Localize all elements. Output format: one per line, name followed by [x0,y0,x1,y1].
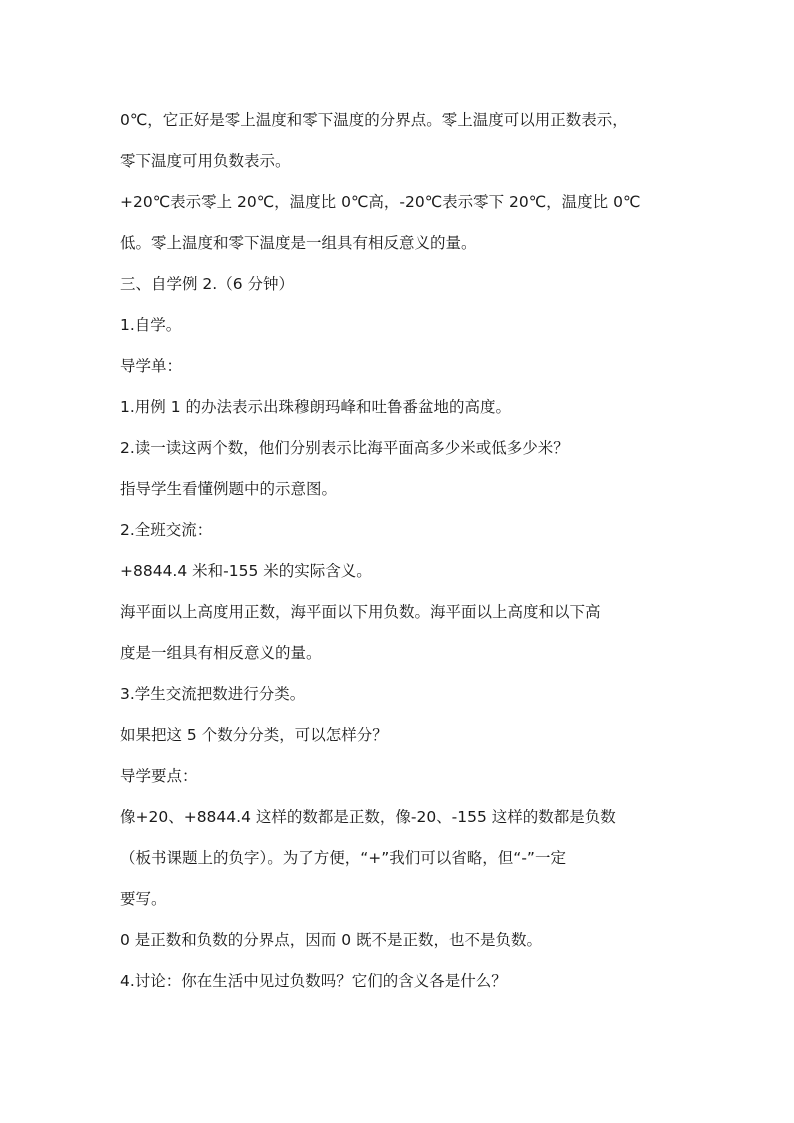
paragraph-line: 0℃，它正好是零上温度和零下温度的分界点。零上温度可以用正数表示， [120,111,628,129]
paragraph-line: 度是一组具有相反意义的量。 [120,644,322,662]
paragraph-line: 零下温度可用负数表示。 [120,152,291,170]
paragraph-line: 海平面以上高度用正数，海平面以下用负数。海平面以上高度和以下高 [120,603,601,621]
paragraph-line: （板书课题上的负字）。为了方便，“+”我们可以省略，但“-”一定 [120,849,566,867]
paragraph-line: 像+20、+8844.4 这样的数都是正数，像-20、-155 这样的数都是负数 [120,808,616,826]
paragraph-line: 2.读一读这两个数，他们分别表示比海平面高多少米或低多少米？ [120,439,569,457]
paragraph-line: +20℃表示零上 20℃，温度比 0℃高，-20℃表示零下 20℃，温度比 0℃ [120,193,641,211]
paragraph-line: 2.全班交流： [120,521,213,539]
paragraph-line: 低。零上温度和零下温度是一组具有相反意义的量。 [120,234,477,252]
paragraph-line: 3.学生交流把数进行分类。 [120,685,306,703]
paragraph-line: 导学要点： [120,767,198,785]
document-body [120,100,680,1002]
paragraph-line: 1.自学。 [120,316,182,334]
paragraph-line: +8844.4 米和-155 米的实际含义。 [120,562,372,580]
paragraph-line: 0 是正数和负数的分界点，因而 0 既不是正数，也不是负数。 [120,931,543,949]
paragraph-line: 4.讨论：你在生活中见过负数吗？它们的含义各是什么？ [120,972,507,990]
paragraph-line: 如果把这 5 个数分分类，可以怎样分？ [120,726,388,744]
paragraph-line: 要写。 [120,890,167,908]
paragraph-line: 导学单： [120,357,183,375]
paragraph-line: 1.用例 1 的办法表示出珠穆朗玛峰和吐鲁番盆地的高度。 [120,398,512,416]
paragraph-line: 指导学生看懂例题中的示意图。 [120,480,338,498]
section-heading: 三、自学例 2.（6 分钟） [120,275,295,293]
